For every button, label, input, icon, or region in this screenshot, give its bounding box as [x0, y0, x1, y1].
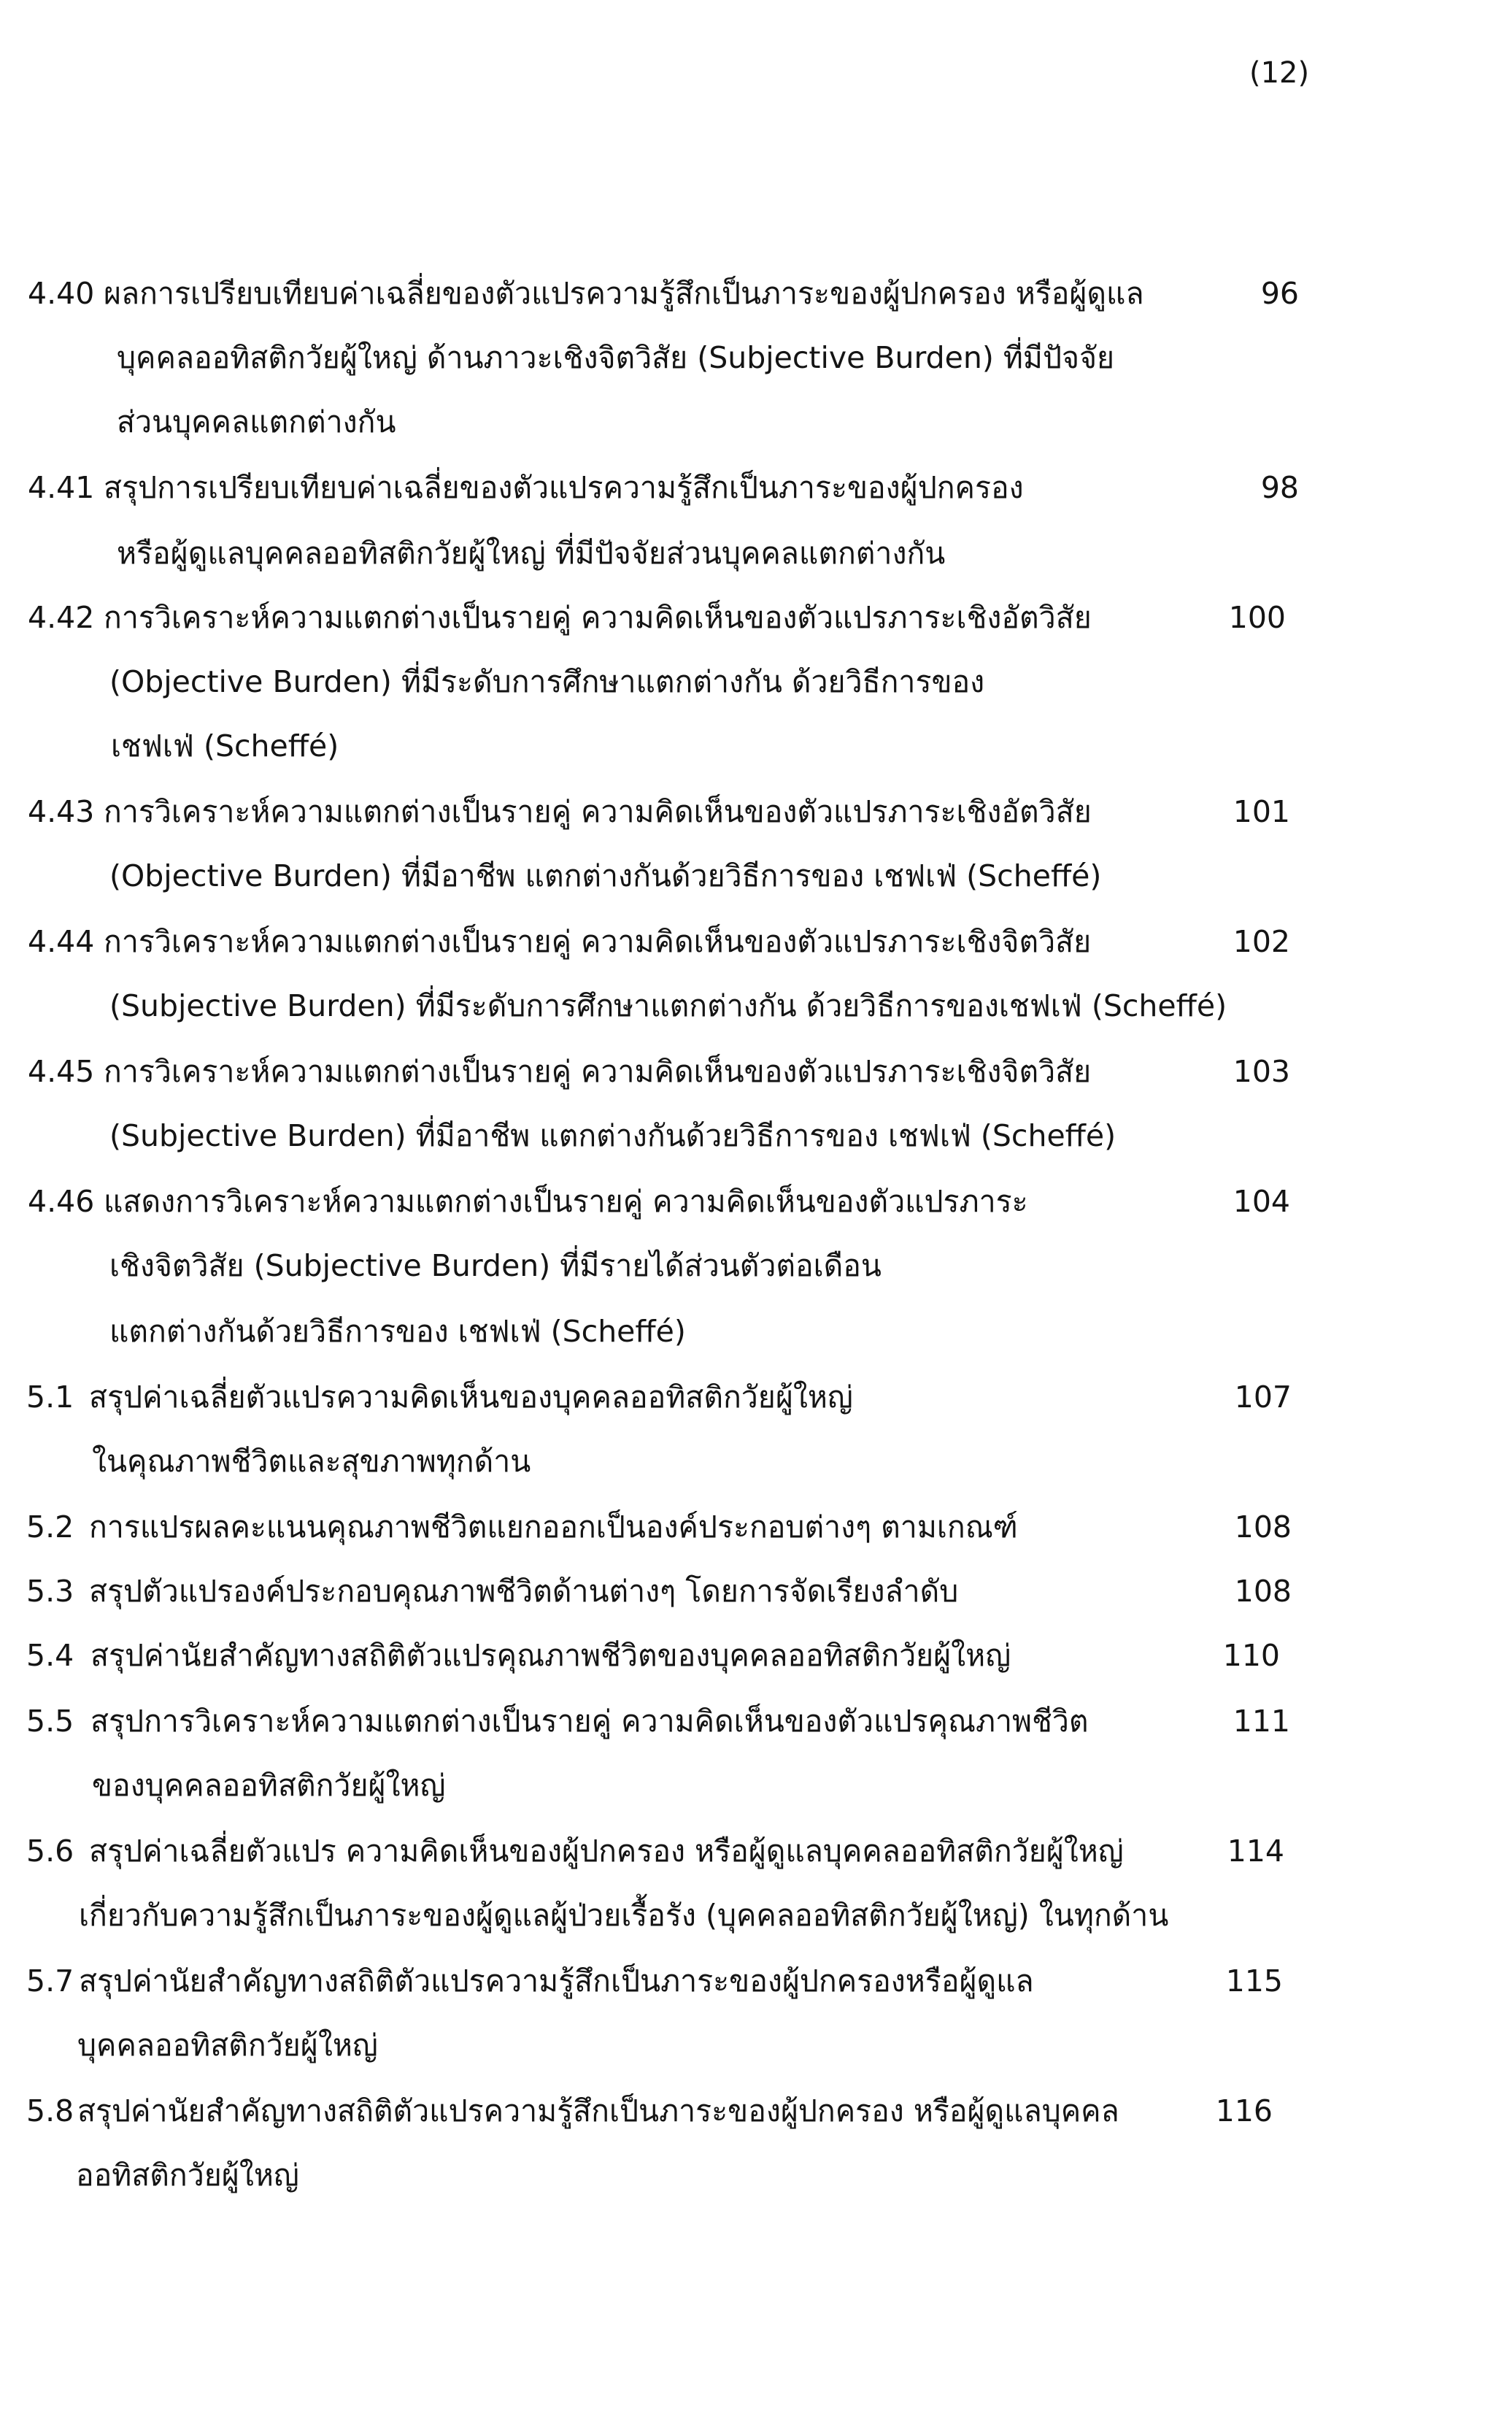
entry-title-line: เชฟเฟ่ (Scheffé) — [111, 728, 339, 763]
entry-title-line: (Subjective Burden) ที่มีอาชีพ แตกต่างกันด้วยวิธีการของ เชฟเฟ่ (Scheffé) — [109, 1118, 1116, 1153]
entry-number: 4.45 — [28, 1054, 95, 1089]
entry-number: 4.42 — [28, 600, 95, 635]
entry-title-line: สรุปค่าเฉลี่ยตัวแปรความคิดเห็นของบุคคลออทิสติกวัยผู้ใหญ่ — [89, 1380, 853, 1415]
entry-title-line: สรุปค่านัยสำคัญทางสถิติตัวแปรคุณภาพชีวิตของบุคคลออทิสติกวัยผู้ใหญ่ — [90, 1638, 1011, 1673]
entry-number: 5.1 — [26, 1380, 74, 1415]
entry-page-number: 108 — [1234, 1509, 1292, 1545]
entry-page-number: 108 — [1234, 1574, 1292, 1609]
entry-title-line: แสดงการวิเคราะห์ความแตกต่างเป็นรายคู่ ความคิดเห็นของตัวแปรภาระ — [104, 1184, 1028, 1219]
entry-page-number: 96 — [1260, 276, 1299, 311]
entry-number: 4.46 — [28, 1184, 95, 1219]
entry-title-line: สรุปค่านัยสำคัญทางสถิติตัวแปรความรู้สึกเป็นภาระของผู้ปกครอง หรือผู้ดูแลบุคคล — [77, 2093, 1119, 2128]
entry-title-line: การวิเคราะห์ความแตกต่างเป็นรายคู่ ความคิดเห็นของตัวแปรภาระเชิงอัตวิสัย — [104, 794, 1092, 829]
entry-page-number: 104 — [1233, 1184, 1290, 1219]
entry-number: 5.4 — [26, 1638, 74, 1673]
page-number: (12) — [1249, 56, 1310, 90]
entry-title-line: แตกต่างกันด้วยวิธีการของ เชฟเฟ่ (Scheffé) — [109, 1314, 686, 1349]
entry-page-number: 114 — [1227, 1834, 1284, 1869]
entry-title-line: (Objective Burden) ที่มีระดับการศึกษาแตกต่างกัน ด้วยวิธีการของ — [109, 664, 985, 699]
entry-title-line: หรือผู้ดูแลบุคคลออทิสติกวัยผู้ใหญ่ ที่มีปัจจัยส่วนบุคคลแตกต่างกัน — [117, 536, 946, 571]
entry-title-line: สรุปการวิเคราะห์ความแตกต่างเป็นรายคู่ ความคิดเห็นของตัวแปรคุณภาพชีวิต — [90, 1704, 1089, 1739]
entry-title-line: สรุปตัวแปรองค์ประกอบคุณภาพชีวิตด้านต่างๆ โดยการจัดเรียงลำดับ — [89, 1574, 959, 1609]
entry-number: 4.40 — [28, 276, 95, 311]
entry-number: 5.8 — [26, 2093, 74, 2128]
entry-title-line: สรุปการเปรียบเทียบค่าเฉลี่ยของตัวแปรความรู้สึกเป็นภาระของผู้ปกครอง — [104, 470, 1024, 505]
entry-number: 5.7 — [26, 1963, 74, 1999]
entry-title-line: สรุปค่านัยสำคัญทางสถิติตัวแปรความรู้สึกเป็นภาระของผู้ปกครองหรือผู้ดูแล — [79, 1963, 1034, 1999]
entry-page-number: 107 — [1234, 1380, 1292, 1415]
entry-title-line: บุคคลออทิสติกวัยผู้ใหญ่ — [77, 2028, 378, 2063]
entry-number: 5.5 — [26, 1704, 74, 1739]
entry-number: 5.3 — [26, 1574, 74, 1609]
entry-page-number: 116 — [1215, 2093, 1273, 2128]
entry-number: 4.43 — [28, 794, 95, 829]
entry-title-line: บุคคลออทิสติกวัยผู้ใหญ่ ด้านภาวะเชิงจิตวิสัย (Subjective Burden) ที่มีปัจจัย — [117, 340, 1115, 375]
entry-title-line: (Subjective Burden) ที่มีระดับการศึกษาแตกต่างกัน ด้วยวิธีการของเชฟเฟ่ (Scheffé) — [109, 988, 1227, 1023]
entry-title-line: การวิเคราะห์ความแตกต่างเป็นรายคู่ ความคิดเห็นของตัวแปรภาระเชิงจิตวิสัย — [104, 924, 1092, 959]
entry-page-number: 103 — [1233, 1054, 1290, 1089]
entry-title-line: เชิงจิตวิสัย (Subjective Burden) ที่มีรายได้ส่วนตัวต่อเดือน — [109, 1248, 882, 1283]
entry-title-line: การวิเคราะห์ความแตกต่างเป็นรายคู่ ความคิดเห็นของตัวแปรภาระเชิงอัตวิสัย — [104, 600, 1092, 635]
entry-title-line: ในคุณภาพชีวิตและสุขภาพทุกด้าน — [92, 1444, 531, 1479]
entry-page-number: 115 — [1225, 1963, 1283, 1999]
entry-page-number: 102 — [1233, 924, 1290, 959]
entry-title-line: (Objective Burden) ที่มีอาชีพ แตกต่างกันด้วยวิธีการของ เชฟเฟ่ (Scheffé) — [109, 858, 1102, 893]
entry-page-number: 111 — [1233, 1704, 1290, 1739]
entry-title-line: เกี่ยวกับความรู้สึกเป็นภาระของผู้ดูแลผู้ป่วยเรื้อรัง (บุคคลออทิสติกวัยผู้ใหญ่) ในทุกด้าน — [79, 1898, 1169, 1933]
entry-number: 4.44 — [28, 924, 95, 959]
entry-page-number: 101 — [1233, 794, 1290, 829]
entry-title-line: ออทิสติกวัยผู้ใหญ่ — [76, 2158, 299, 2193]
entry-page-number: 100 — [1228, 600, 1286, 635]
entry-title-line: ของบุคคลออทิสติกวัยผู้ใหญ่ — [92, 1768, 446, 1803]
entry-title-line: สรุปค่าเฉลี่ยตัวแปร ความคิดเห็นของผู้ปกครอง หรือผู้ดูแลบุคคลออทิสติกวัยผู้ใหญ่ — [89, 1834, 1124, 1869]
entry-page-number: 98 — [1260, 470, 1299, 505]
entry-number: 4.41 — [28, 470, 95, 505]
entry-page-number: 110 — [1222, 1638, 1280, 1673]
entry-number: 5.2 — [26, 1509, 74, 1545]
entry-number: 5.6 — [26, 1834, 74, 1869]
entry-title-line: ส่วนบุคคลแตกต่างกัน — [117, 404, 396, 439]
entry-title-line: การวิเคราะห์ความแตกต่างเป็นรายคู่ ความคิดเห็นของตัวแปรภาระเชิงจิตวิสัย — [104, 1054, 1092, 1089]
entry-title-line: การแปรผลคะแนนคุณภาพชีวิตแยกออกเป็นองค์ประกอบต่างๆ ตามเกณฑ์ — [89, 1509, 1018, 1545]
entry-title-line: ผลการเปรียบเทียบค่าเฉลี่ยของตัวแปรความรู้สึกเป็นภาระของผู้ปกครอง หรือผู้ดูแล — [104, 276, 1144, 311]
